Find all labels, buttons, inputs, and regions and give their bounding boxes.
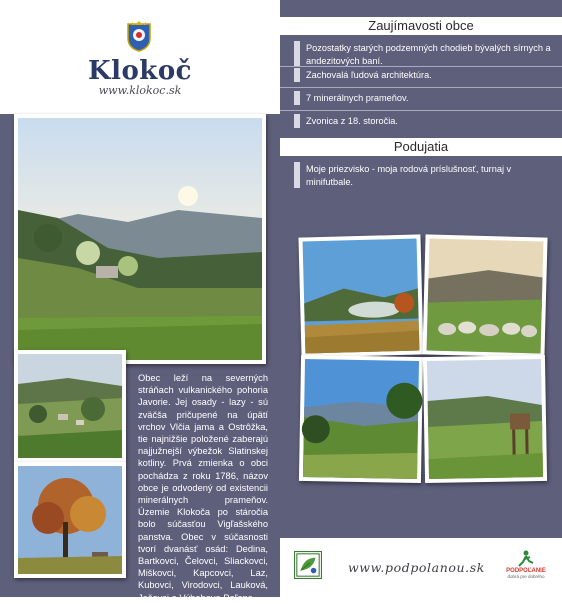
event-text: Moje priezvisko - moja rodová príslušnosť, turnaj v minifutbale. [306, 164, 512, 187]
attraction-item [294, 41, 556, 67]
attraction-text: Pozostatky starých podzemných chodieb bývalých sírnych a andezitových baní. [306, 43, 551, 66]
logo-subtitle: dobrá pre dobrého [507, 574, 545, 579]
bullet-bar-icon [294, 162, 300, 188]
coat-of-arms-icon [126, 20, 152, 52]
photo-hunting-stand [423, 355, 547, 483]
attraction-item [294, 91, 556, 105]
event-item [294, 162, 556, 188]
divider [280, 110, 562, 111]
attraction-text: Zvonica z 18. storočia. [306, 116, 398, 126]
photo-autumn-tree [14, 462, 126, 578]
photo-landscape-large [14, 114, 266, 364]
photo-hills-view [299, 355, 423, 483]
photo-misty-valley [298, 234, 423, 357]
divider [280, 66, 562, 67]
brand-title: Klokoč [87, 56, 192, 86]
bullet-bar-icon [294, 114, 300, 128]
running-figure-icon [516, 550, 536, 568]
left-panel [0, 0, 280, 603]
attractions-heading: Zaujímavosti obce [280, 17, 562, 35]
attraction-text: 7 minerálnych prameňov. [306, 93, 409, 103]
photo-village [14, 350, 126, 462]
podpolanie-logo [506, 550, 546, 586]
bullet-bar-icon [294, 91, 300, 105]
intro-text: Obec leží na severných stráňach vulkanického pohoria Javorie. Jej osady - lazy - sú zväčša pričupené na úpätí vrchov Vlčia jama a Ostrôžka, tie najnižšie položené zaberajú najjužnejší výbežok Slatinskej kotliny. Prvá zmienka o obci pochádza z roku 1786, názov obce je odvodený od existencii minerálnych prameňov. Územie Klokoča po stáročia bolo súčasťou Vigľašského panstva. Obec v súčasnosti tvorí dvanásť osád: Dedina, Bartkovci, Čelovci, Sliackovci, Miškovci, Kapcovci, Laz, Kubovci, Virodovci, Lauková, Jašovci a Výbohova Poľana. [138, 373, 268, 603]
right-panel [280, 0, 562, 597]
bullet-bar-icon [294, 68, 300, 82]
attraction-item [294, 114, 556, 128]
leader-logo-icon [294, 551, 322, 579]
attraction-item [294, 68, 556, 82]
photo-sheep-pasture [422, 234, 547, 357]
footer-url[interactable]: www.podpolanou.sk [348, 560, 485, 575]
divider [280, 87, 562, 88]
attraction-text: Zachovalá ľudová architektúra. [306, 70, 432, 80]
footer [280, 538, 562, 597]
events-heading: Podujatia [280, 138, 562, 156]
brand-url[interactable]: www.klokoc.sk [98, 84, 182, 97]
bullet-bar-icon [294, 41, 300, 67]
logo-title: PODPOĽANIE [506, 568, 546, 574]
